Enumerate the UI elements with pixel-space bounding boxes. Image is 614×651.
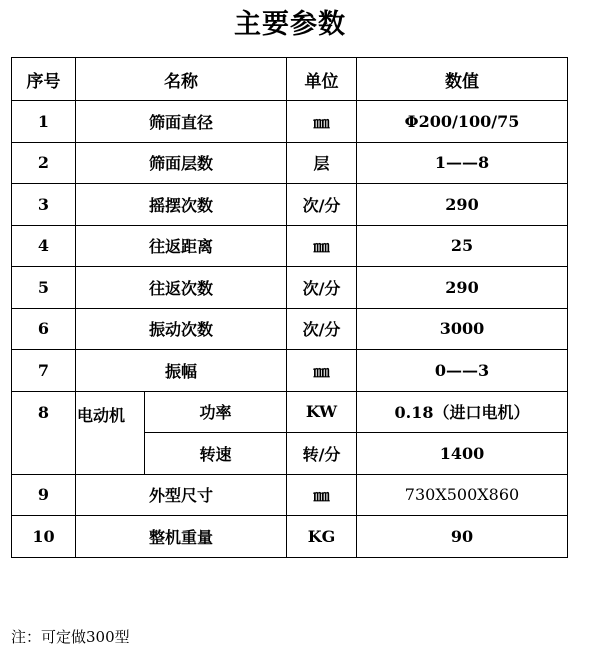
row-unit: 转/分 bbox=[287, 433, 357, 475]
row-value: 0——3 bbox=[357, 350, 568, 392]
row-name: 功率 bbox=[145, 391, 287, 433]
row-unit: 次/分 bbox=[287, 308, 357, 350]
row-value: 730X500X860 bbox=[357, 474, 568, 516]
row-value: 1400 bbox=[357, 433, 568, 475]
row-value: 290 bbox=[357, 184, 568, 226]
header-unit: 单位 bbox=[287, 58, 357, 101]
row-value: 3000 bbox=[357, 308, 568, 350]
footnote: 注：可定做300型 bbox=[11, 628, 130, 646]
row-no: 7 bbox=[12, 350, 76, 392]
row-unit: 次/分 bbox=[287, 267, 357, 309]
row-name: 摇摆次数 bbox=[76, 184, 287, 226]
row-no: 9 bbox=[12, 474, 76, 516]
row-value: 1——8 bbox=[357, 142, 568, 184]
table-row bbox=[12, 142, 568, 184]
table-row bbox=[12, 350, 568, 392]
table-row-motor-power bbox=[12, 391, 568, 433]
page-title: 主要参数 bbox=[234, 9, 346, 40]
row-name: 筛面直径 bbox=[76, 101, 287, 143]
row-name: 往返次数 bbox=[76, 267, 287, 309]
row-name: 往返距离 bbox=[76, 225, 287, 267]
row-no: 8 bbox=[12, 391, 76, 474]
row-name: 振幅 bbox=[76, 350, 287, 392]
row-unit: ㎜ bbox=[287, 101, 357, 143]
table-row bbox=[12, 308, 568, 350]
row-name: 外型尺寸 bbox=[76, 474, 287, 516]
row-value: 290 bbox=[357, 267, 568, 309]
row-name: 筛面层数 bbox=[76, 142, 287, 184]
row-no: 2 bbox=[12, 142, 76, 184]
table-row bbox=[12, 184, 568, 226]
row-unit: 次/分 bbox=[287, 184, 357, 226]
table-header-row bbox=[12, 58, 568, 101]
row-unit: KW bbox=[287, 391, 357, 433]
table-row bbox=[12, 474, 568, 516]
row-value: 90 bbox=[357, 516, 568, 558]
row-no: 5 bbox=[12, 267, 76, 309]
header-name: 名称 bbox=[76, 58, 287, 101]
header-no: 序号 bbox=[12, 58, 76, 101]
row-no: 1 bbox=[12, 101, 76, 143]
row-name: 转速 bbox=[145, 433, 287, 475]
table-row bbox=[12, 516, 568, 558]
row-value: Φ200/100/75 bbox=[357, 101, 568, 143]
row-name: 整机重量 bbox=[76, 516, 287, 558]
table-row bbox=[12, 267, 568, 309]
row-no: 4 bbox=[12, 225, 76, 267]
row-unit: ㎜ bbox=[287, 225, 357, 267]
row-no: 10 bbox=[12, 516, 76, 558]
row-no: 3 bbox=[12, 184, 76, 226]
row-value: 0.18（进口电机） bbox=[357, 391, 568, 433]
header-value: 数值 bbox=[357, 58, 568, 101]
row-name: 振动次数 bbox=[76, 308, 287, 350]
row-unit: ㎜ bbox=[287, 474, 357, 516]
row-unit: 层 bbox=[287, 142, 357, 184]
row-unit: ㎜ bbox=[287, 350, 357, 392]
row-no: 6 bbox=[12, 308, 76, 350]
motor-group-label: 电动机 bbox=[76, 391, 145, 474]
table-row bbox=[12, 101, 568, 143]
table-row bbox=[12, 225, 568, 267]
parameters-table bbox=[11, 57, 568, 558]
row-unit: KG bbox=[287, 516, 357, 558]
row-value: 25 bbox=[357, 225, 568, 267]
